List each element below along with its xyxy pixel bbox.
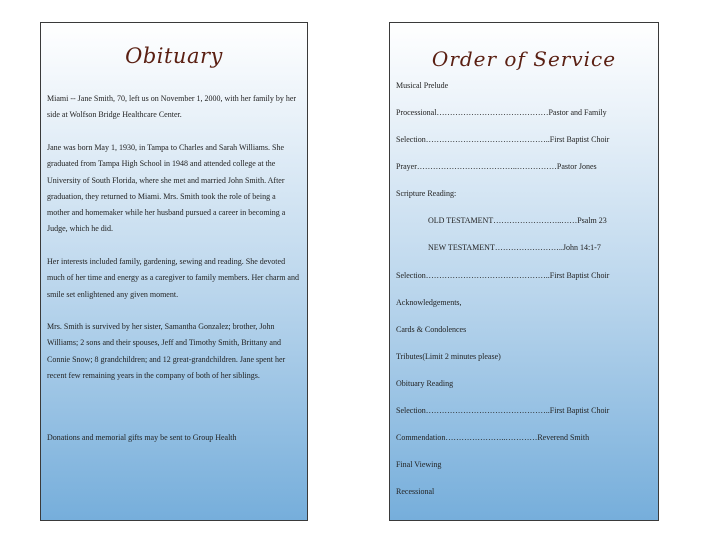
service-item: Prayer………………………………..……………Pastor Jones — [396, 162, 597, 171]
obituary-panel — [40, 22, 308, 521]
service-item: Recessional — [396, 487, 435, 496]
service-item: Tributes(Limit 2 minutes please) — [396, 352, 501, 361]
order-of-service-title: Order of Service — [431, 47, 617, 71]
service-item: Selection………………………………………..First Baptist Choir — [396, 135, 610, 144]
service-item-new-testament: NEW TESTAMENT……………………..John 14:1-7 — [428, 243, 601, 252]
service-item: Acknowledgements, — [396, 298, 462, 307]
service-item-old-testament: OLD TESTAMENT……………………..……Psalm 23 — [428, 216, 607, 225]
service-item: Processional……………………………………Pastor and Family — [396, 108, 607, 117]
obituary-paragraph-3: Her interests included family, gardening, sewing and reading. She devoted much of her time and energy as a caregiver to family members. Her charm and smile set enlightened any given moment. — [47, 257, 299, 299]
order-of-service-panel — [389, 22, 659, 521]
service-item: Obituary Reading — [396, 379, 454, 388]
service-item: Selection………………………………………..First Baptist Choir — [396, 406, 610, 415]
service-item: Scripture Reading: — [396, 189, 457, 198]
obituary-paragraph-4: Mrs. Smith is survived by her sister, Samantha Gonzalez; brother, John Williams; 2 sons and their spouses, Jeff and Timothy Smith, Brittany and Connie Snow; 8 grandchildren; and 12 great-grandchildren. Jane spent her recent few remaining years in the company of both of her siblings. — [47, 322, 286, 380]
obituary-paragraph-1: Miami -- Jane Smith, 70, left us on November 1, 2000, with her family by her side at Wolfson Bridge Healthcare Center. — [47, 94, 297, 120]
service-item: Commendation…………………..…………Reverend Smith — [396, 433, 590, 442]
service-item: Selection………………………………………..First Baptist Choir — [396, 271, 610, 280]
service-item: Final Viewing — [396, 460, 442, 469]
service-item: Cards & Condolences — [396, 325, 467, 334]
service-item: Musical Prelude — [396, 81, 449, 90]
obituary-title: Obituary — [125, 44, 223, 68]
obituary-paragraph-2: Jane was born May 1, 1930, in Tampa to Charles and Sarah Williams. She graduated from Tampa High School in 1948 and attended college at the University of South Florida, where she met and married John Smith. After graduation, they returned to Miami. Mrs. Smith took the role of being a mother and homemaker while her husband pursued a career in becoming a Judge, which he did. — [47, 143, 286, 234]
obituary-paragraph-5: Donations and memorial gifts may be sent to Group Health — [47, 433, 237, 442]
